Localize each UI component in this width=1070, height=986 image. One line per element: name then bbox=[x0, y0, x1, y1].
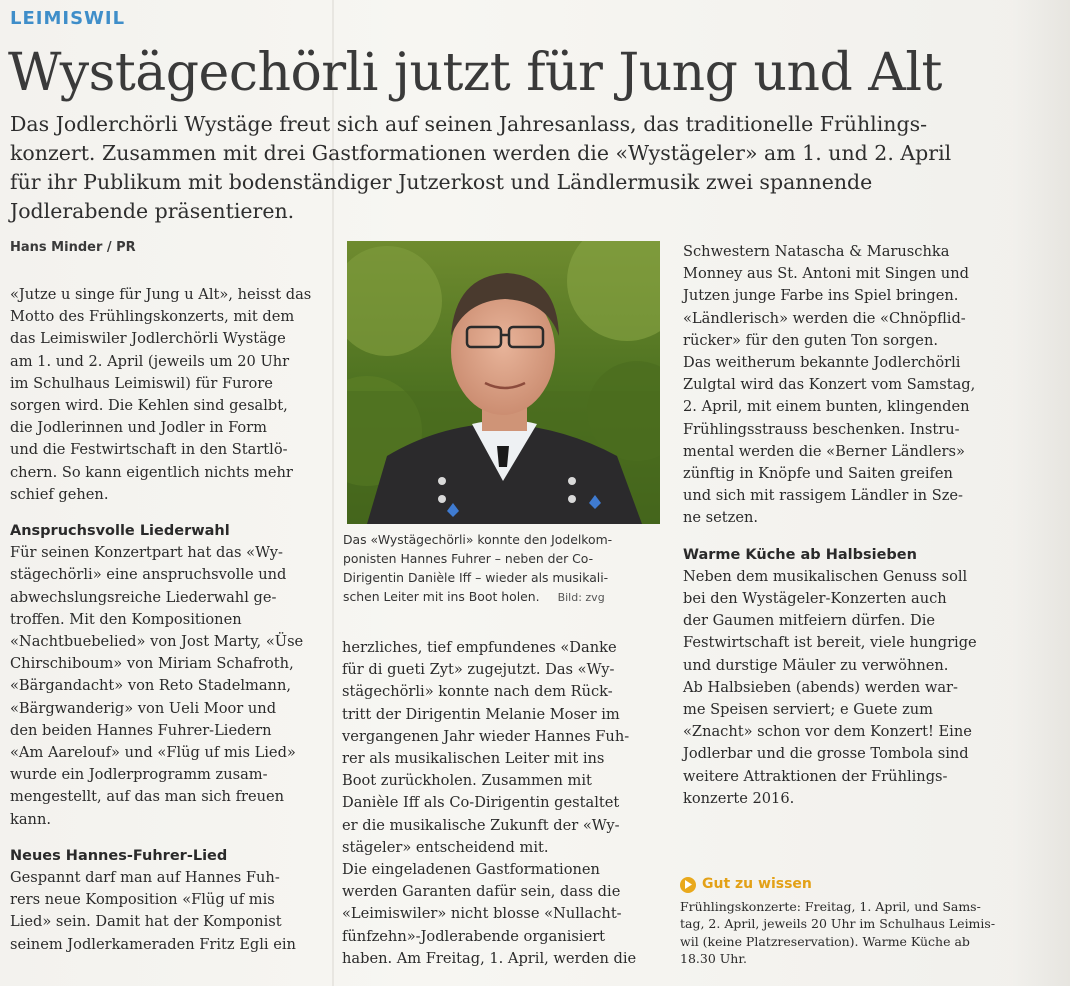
text-line: und sich mit rassigem Ländler in Sze- bbox=[683, 487, 963, 505]
text-line: 2. April, mit einem bunten, klingenden bbox=[683, 398, 970, 416]
text-line: tritt der Dirigentin Melanie Moser im bbox=[342, 705, 620, 723]
text-line: «Ländlerisch» werden die «Chnöpflid- bbox=[683, 309, 966, 327]
info-line: tag, 2. April, jeweils 20 Uhr im Schulhaus Leimis- bbox=[680, 916, 996, 931]
text-line: chern. So kann eigentlich nichts mehr bbox=[10, 463, 293, 481]
text-line: «Znacht» schon vor dem Konzert! Eine bbox=[683, 723, 972, 741]
subheading: Anspruchsvolle Liederwahl bbox=[10, 523, 230, 540]
lead-line: Das Jodlerchörli Wystäge freut sich auf seinen Jahresanlass, das traditionelle Frühlings- bbox=[10, 112, 928, 136]
text-line: «Jutze u singe für Jung u Alt», heisst das bbox=[10, 286, 312, 303]
info-line: 18.30 Uhr. bbox=[680, 951, 747, 966]
text-line: konzerte 2016. bbox=[683, 789, 795, 807]
info-line: Frühlingskonzerte: Freitag, 1. April, und Sams- bbox=[680, 898, 981, 914]
text-line: am 1. und 2. April (jeweils um 20 Uhr bbox=[10, 352, 290, 370]
text-line: Boot zurückholen. Zusammen mit bbox=[342, 772, 592, 790]
text-line: und die Festwirtschaft in den Startlö- bbox=[10, 441, 288, 459]
info-box-header bbox=[680, 876, 1010, 894]
text-line: stägeler» entscheidend mit. bbox=[342, 838, 549, 856]
subheading: Neues Hannes-Fuhrer-Lied bbox=[10, 847, 228, 864]
text-line: sorgen wird. Die Kehlen sind gesalbt, bbox=[10, 397, 288, 415]
text-line: «Bärgwanderig» von Ueli Moor und bbox=[10, 699, 277, 717]
caption-line: ponisten Hannes Fuhrer – neben der Co- bbox=[343, 551, 594, 566]
photo-credit: Bild: zvg bbox=[557, 591, 605, 604]
text-line: den beiden Hannes Fuhrer-Liedern bbox=[10, 721, 272, 739]
text-line: stägechörli» konnte nach dem Rück- bbox=[342, 683, 613, 701]
text-line: Die eingeladenen Gastformationen bbox=[342, 861, 600, 879]
text-line: und durstige Mäuler zu verwöhnen. bbox=[683, 656, 949, 674]
text-line: Gespannt darf man auf Hannes Fuh- bbox=[10, 869, 280, 887]
text-line: seinem Jodlerkameraden Fritz Egli ein bbox=[10, 935, 296, 953]
text-line: abwechslungsreiche Liederwahl ge- bbox=[10, 588, 277, 606]
text-line: rücker» für den guten Ton sorgen. bbox=[683, 331, 938, 349]
caption-line: Das «Wystägechörli» konnte den Jodelkom- bbox=[343, 532, 613, 547]
text-line: «Am Aarelouf» und «Flüg uf mis Lied» bbox=[10, 744, 296, 762]
text-line: «Leimiswiler» nicht blosse «Nullacht- bbox=[342, 905, 622, 923]
text-line: ne setzen. bbox=[683, 509, 759, 527]
text-line: Das weitherum bekannte Jodlerchörli bbox=[683, 354, 961, 372]
text-line: im Schulhaus Leimiswil) für Furore bbox=[10, 374, 273, 392]
text-line: weitere Attraktionen der Frühlings- bbox=[683, 767, 948, 785]
text-line: Schwestern Natascha & Maruschka bbox=[683, 243, 950, 260]
text-line: werden Garanten dafür sein, dass die bbox=[342, 883, 621, 901]
lead-line: Jodlerabende präsentieren. bbox=[10, 199, 295, 223]
text-line: Jutzen junge Farbe ins Spiel bringen. bbox=[683, 287, 959, 305]
text-line: schief gehen. bbox=[10, 485, 109, 503]
info-line: wil (keine Platzreservation). Warme Küche ab bbox=[680, 933, 970, 949]
text-line: Festwirtschaft ist bereit, viele hungrige bbox=[683, 634, 977, 652]
text-column-1 bbox=[10, 284, 322, 956]
text-line: haben. Am Freitag, 1. April, werden die bbox=[342, 949, 637, 967]
article-byline: Hans Minder / PR bbox=[10, 240, 136, 255]
article-headline: Wystägechörli jutzt für Jung und Alt bbox=[8, 43, 942, 103]
text-column-3 bbox=[683, 241, 1003, 810]
text-line: Zulgtal wird das Konzert vom Samstag, bbox=[683, 376, 976, 394]
text-line: für di gueti Zyt» zugejutzt. Das «Wy- bbox=[342, 661, 615, 679]
caption-line bbox=[343, 587, 663, 607]
text-line: kann. bbox=[10, 810, 51, 828]
text-line: «Bärgandacht» von Reto Stadelmann, bbox=[10, 677, 291, 695]
text-line: Neben dem musikalischen Genuss soll bbox=[683, 567, 968, 585]
text-line: mental werden die «Berner Ländlers» bbox=[683, 442, 965, 460]
text-line: rer als musikalischen Leiter mit ins bbox=[342, 750, 605, 768]
text-line: zünftig in Knöpfe und Saiten greifen bbox=[683, 465, 953, 483]
subheading: Warme Küche ab Halbsieben bbox=[683, 546, 917, 563]
text-line: stägechörli» eine anspruchsvolle und bbox=[10, 566, 287, 584]
text-line: Jodlerbar und die grosse Tombola sind bbox=[683, 745, 969, 763]
lead-line: konzert. Zusammen mit drei Gastformationen werden die «Wystägeler» am 1. und 2. April bbox=[10, 141, 952, 165]
photo-caption bbox=[343, 530, 663, 607]
play-icon bbox=[680, 877, 696, 893]
text-line: Frühlingsstrauss beschenken. Instru- bbox=[683, 420, 960, 438]
text-line: Motto des Frühlingskonzerts, mit dem bbox=[10, 308, 295, 326]
text-line: Ab Halbsieben (abends) werden war- bbox=[683, 678, 958, 696]
info-box bbox=[680, 876, 1010, 968]
text-line: Chirschiboum» von Miriam Schafroth, bbox=[10, 655, 294, 673]
text-line: Danièle Iff als Co-Dirigentin gestaltet bbox=[342, 794, 620, 812]
text-line: wurde ein Jodlerprogramm zusam- bbox=[10, 766, 268, 784]
caption-last-line: schen Leiter mit ins Boot holen. bbox=[343, 589, 540, 604]
page-edge-shadow bbox=[1012, 0, 1070, 986]
text-line: das Leimiswiler Jodlerchörli Wystäge bbox=[10, 330, 286, 348]
text-line: er die musikalische Zukunft der «Wy- bbox=[342, 816, 620, 834]
text-line: fünfzehn»-Jodlerabende organisiert bbox=[342, 927, 606, 945]
article-lead bbox=[10, 110, 1000, 226]
text-line: me Speisen serviert; e Guete zum bbox=[683, 701, 934, 719]
section-kicker: LEIMISWIL bbox=[10, 8, 126, 29]
portrait-photo-illustration bbox=[347, 241, 660, 524]
caption-line: Dirigentin Danièle Iff – wieder als musikali- bbox=[343, 570, 609, 585]
portrait-photo bbox=[347, 241, 660, 524]
text-column-2 bbox=[342, 637, 662, 970]
text-line: troffen. Mit den Kompositionen bbox=[10, 610, 242, 628]
text-line: der Gaumen mitfeiern dürfen. Die bbox=[683, 612, 936, 630]
info-box-title: Gut zu wissen bbox=[702, 876, 812, 892]
lead-line: für ihr Publikum mit bodenständiger Jutzerkost und Ländlermusik zwei spannende bbox=[10, 170, 873, 194]
text-line: herzliches, tief empfundenes «Danke bbox=[342, 639, 617, 656]
text-line: rers neue Komposition «Flüg uf mis bbox=[10, 891, 275, 909]
text-line: «Nachtbuebelied» von Jost Marty, «Üse bbox=[10, 633, 304, 651]
text-line: vergangenen Jahr wieder Hannes Fuh- bbox=[342, 727, 630, 745]
text-line: bei den Wystägeler-Konzerten auch bbox=[683, 590, 947, 608]
text-line: Lied» sein. Damit hat der Komponist bbox=[10, 913, 282, 931]
text-line: Monney aus St. Antoni mit Singen und bbox=[683, 265, 969, 283]
text-line: mengestellt, auf das man sich freuen bbox=[10, 788, 285, 806]
text-line: Für seinen Konzertpart hat das «Wy- bbox=[10, 544, 283, 562]
text-line: die Jodlerinnen und Jodler in Form bbox=[10, 419, 267, 437]
